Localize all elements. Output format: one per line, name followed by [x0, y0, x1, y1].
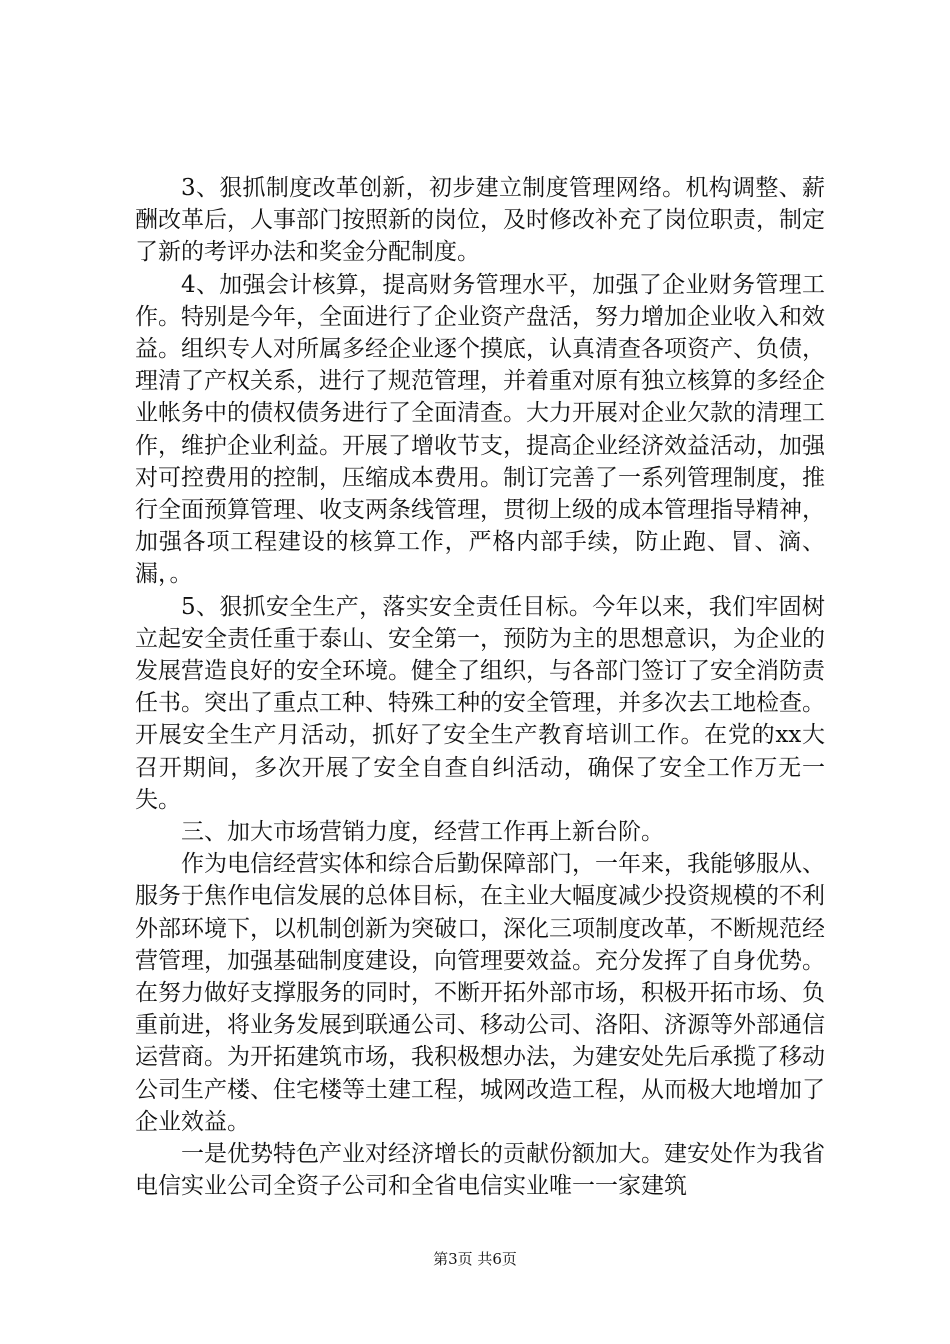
paragraph-first-point: 一是优势特色产业对经济增长的贡献份额加大。建安处作为我省电信实业公司全资子公司和全省电信实业唯一一家建筑	[135, 1141, 825, 1200]
section-heading-3: 三、加大市场营销力度，经营工作再上新台阶。	[181, 819, 664, 846]
paragraph-item-5: 5、狠抓安全生产，落实安全责任目标。今年以来，我们牢固树立起安全责任重于泰山、安全第一，预防为主的思想意识，为企业的发展营造良好的安全环境。健全了组织，与各部门签订了安全消防责任书。突出了重点工种、特殊工种的安全管理，并多次去工地检查。开展安全生产月活动，抓好了安全生产教育培训工作。在党的xx大召开期间，多次开展了安全自查自纠活动，确保了安全工作万无一失。	[135, 593, 825, 813]
paragraph-market: 作为电信经营实体和综合后勤保障部门，一年来，我能够服从、服务于焦作电信发展的总体目标，在主业大幅度减少投资规模的不利外部环境下，以机制创新为突破口，深化三项制度改革，不断规范经营管理，加强基础制度建设，向管理要效益。充分发挥了自身优势。在努力做好支撑服务的同时，不断开拓外部市场，积极开拓市场、负重前进，将业务发展到联通公司、移动公司、洛阳、济源等外部通信运营商。为开拓建筑市场，我积极想办法，为建安处先后承揽了移动公司生产楼、住宅楼等土建工程，城网改造工程，从而极大地增加了企业效益。	[135, 851, 825, 1135]
paragraph-item-4: 4、加强会计核算，提高财务管理水平，加强了企业财务管理工作。特别是今年，全面进行了企业资产盘活，努力增加企业收入和效益。组织专人对所属多经企业逐个摸底，认真清查各项资产、负债，理清了产权关系，进行了规范管理，并着重对原有独立核算的多经企业帐务中的债权债务进行了全面清查。大力开展对企业欠款的清理工作，维护企业利益。开展了增收节支，提高企业经济效益活动，加强对可控费用的控制，压缩成本费用。制订完善了一系列管理制度，推行全面预算管理、收支两条线管理，贯彻上级的成本管理指导精神，加强各项工程建设的核算工作，严格内部手续，防止跑、冒、滴、漏，。	[135, 271, 825, 588]
document-body	[135, 172, 825, 1203]
page-number-footer: 第3页 共6页	[433, 1250, 517, 1268]
paragraph-item-3: 3、狠抓制度改革创新，初步建立制度管理网络。机构调整、薪酬改革后，人事部门按照新的岗位，及时修改补充了岗位职责，制定了新的考评办法和奖金分配制度。	[135, 175, 825, 266]
